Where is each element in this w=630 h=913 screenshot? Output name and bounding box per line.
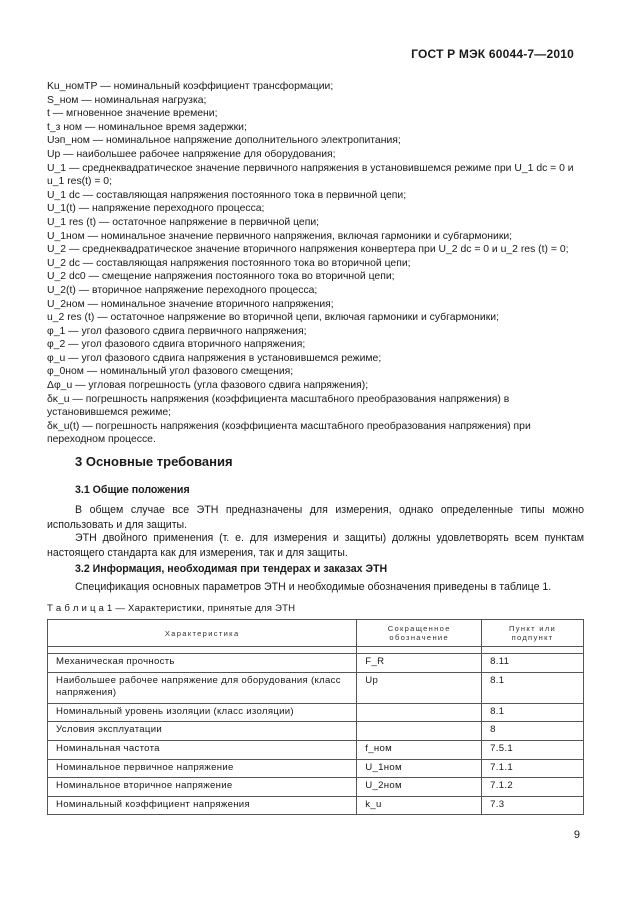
definition-item: U_1ном — номинальное значение первичного напряжения, включая гармоники и субгармоники;	[47, 230, 513, 242]
table-row	[48, 759, 584, 778]
paragraph	[47, 580, 584, 595]
table-cell: 7.5.1	[482, 740, 584, 759]
table-spacer	[48, 647, 584, 654]
column-header: Пункт или подпункт	[482, 620, 584, 647]
definition-item: δκ_u(t) — погрешность напряжения (коэффициента масштабного преобразования напряжения) при переходном процессе.	[47, 420, 531, 446]
definition-item: φ_2 — угол фазового сдвига вторичного напряжения;	[47, 339, 306, 351]
table-cell: F_R	[357, 654, 482, 673]
table-cell: Условия эксплуатации	[48, 722, 357, 741]
definition-item: φ_1 — угол фазового сдвига первичного напряжения;	[47, 325, 307, 337]
section-3-heading: 3 Основные требования	[75, 454, 233, 469]
definition-item: δκ_u — погрешность напряжения (коэффициента масштабного преобразования напряжения) в установившемся режиме;	[47, 393, 510, 419]
definition-item: U_1 dc — составляющая напряжения постоянного тока в первичной цепи;	[47, 189, 407, 201]
table-cell: Номинальный коэффициент напряжения	[48, 796, 357, 815]
definition-item: U_1(t) — напряжение переходного процесса;	[47, 203, 265, 215]
table-row	[48, 740, 584, 759]
table-cell: Наибольшее рабочее напряжение для оборудования (класс напряжения)	[48, 672, 357, 703]
definition-item: U_1 res (t) — остаточное напряжение в первичной цепи;	[47, 216, 320, 228]
table-cell: 8.11	[482, 654, 584, 673]
document-header: ГОСТ Р МЭК 60044-7—2010	[411, 47, 574, 61]
definition-item: Uр — наибольшее рабочее напряжение для оборудования;	[47, 148, 336, 160]
table-cell: 7.1.1	[482, 759, 584, 778]
table-row	[48, 796, 584, 815]
definition-item: U_2ном — номинальное значение вторичного напряжения;	[47, 298, 334, 310]
table-caption: Т а б л и ц а 1 — Характеристики, принятые для ЭТН	[47, 603, 296, 614]
definition-item: Δφ_u — угловая погрешность (угла фазового сдвига напряжения);	[47, 380, 369, 392]
table-cell: 8.1	[482, 672, 584, 703]
paragraph-text: В общем случае все ЭТН предназначены для измерения, однако определенные типы можно использовать и для защиты.	[47, 504, 584, 532]
symbols-list	[47, 80, 584, 447]
table-cell: Uр	[357, 672, 482, 703]
definition-item: Ku_номТР — номинальный коэффициент трансформации;	[47, 81, 334, 92]
paragraph-text: ЭТН двойного применения (т. е. для измерения и защиты) должны удовлетворять всем пунктам настоящего стандарта как для измерения, так и для защиты.	[47, 532, 584, 560]
table-cell: Номинальный уровень изоляции (класс изоляции)	[48, 703, 357, 722]
page-number: 9	[573, 829, 580, 841]
definition-item: U_2(t) — вторичное напряжение переходного процесса;	[47, 284, 318, 296]
subsection-3-1-heading: 3.1 Общие положения	[75, 484, 190, 496]
definition-item: t — мгновенное значение времени;	[47, 108, 218, 120]
definition-item: U_2 dc0 — смещение напряжения постоянного тока во вторичной цепи;	[47, 271, 395, 283]
definition-item: t_з ном — номинальное время задержки;	[47, 121, 247, 133]
table-cell	[357, 722, 482, 741]
table-row	[48, 703, 584, 722]
paragraph	[47, 503, 584, 533]
definition-item: U_1 — среднеквадратическое значение первичного напряжения в установившемся режиме при U_1 dc = 0 и u_1 res(t) = 0;	[47, 162, 574, 188]
characteristics-table	[47, 619, 584, 815]
definition-item: S_ном — номинальная нагрузка;	[47, 94, 207, 106]
table-cell: 7.3	[482, 796, 584, 815]
table-cell: f_ном	[357, 740, 482, 759]
table-cell: 8.1	[482, 703, 584, 722]
table-row	[48, 722, 584, 741]
table-row	[48, 778, 584, 797]
column-header: Сокращенное обозначение	[357, 620, 482, 647]
table-cell: U_2ном	[357, 778, 482, 797]
table-row	[48, 654, 584, 673]
column-header: Характеристика	[48, 620, 357, 647]
table-cell: U_1ном	[357, 759, 482, 778]
table-cell: Номинальное вторичное напряжение	[48, 778, 357, 797]
subsection-3-2-heading: 3.2 Информация, необходимая при тендерах и заказах ЭТН	[75, 563, 388, 575]
definition-item: φ_0ном — номинальный угол фазового смещения;	[47, 366, 294, 378]
table-cell: Механическая прочность	[48, 654, 357, 673]
table-cell: 8	[482, 722, 584, 741]
definition-item: φ_u — угол фазового сдвига напряжения в установившемся режиме;	[47, 352, 382, 364]
paragraph	[47, 531, 584, 561]
definition-item: Uэп_ном — номинальное напряжение дополнительного электропитания;	[47, 135, 401, 147]
table-cell	[357, 703, 482, 722]
table-row	[48, 672, 584, 703]
table-header-row	[48, 620, 584, 647]
definition-item: U_2 dc — составляющая напряжения постоянного тока во вторичной цепи;	[47, 257, 411, 269]
paragraph-text: Спецификация основных параметров ЭТН и необходимые обозначения приведены в таблице 1.	[75, 581, 552, 593]
table-cell: Номинальное первичное напряжение	[48, 759, 357, 778]
definition-item: u_2 res (t) — остаточное напряжение во вторичной цепи, включая гармоники и субгармоники;	[47, 312, 499, 324]
definition-item: U_2 — среднеквадратическое значение вторичного напряжения конвертера при U_2 dc = 0 и u_2 res (t) = 0;	[47, 244, 569, 256]
table-cell: 7.1.2	[482, 778, 584, 797]
table-cell: k_u	[357, 796, 482, 815]
table-cell: Номинальная частота	[48, 740, 357, 759]
